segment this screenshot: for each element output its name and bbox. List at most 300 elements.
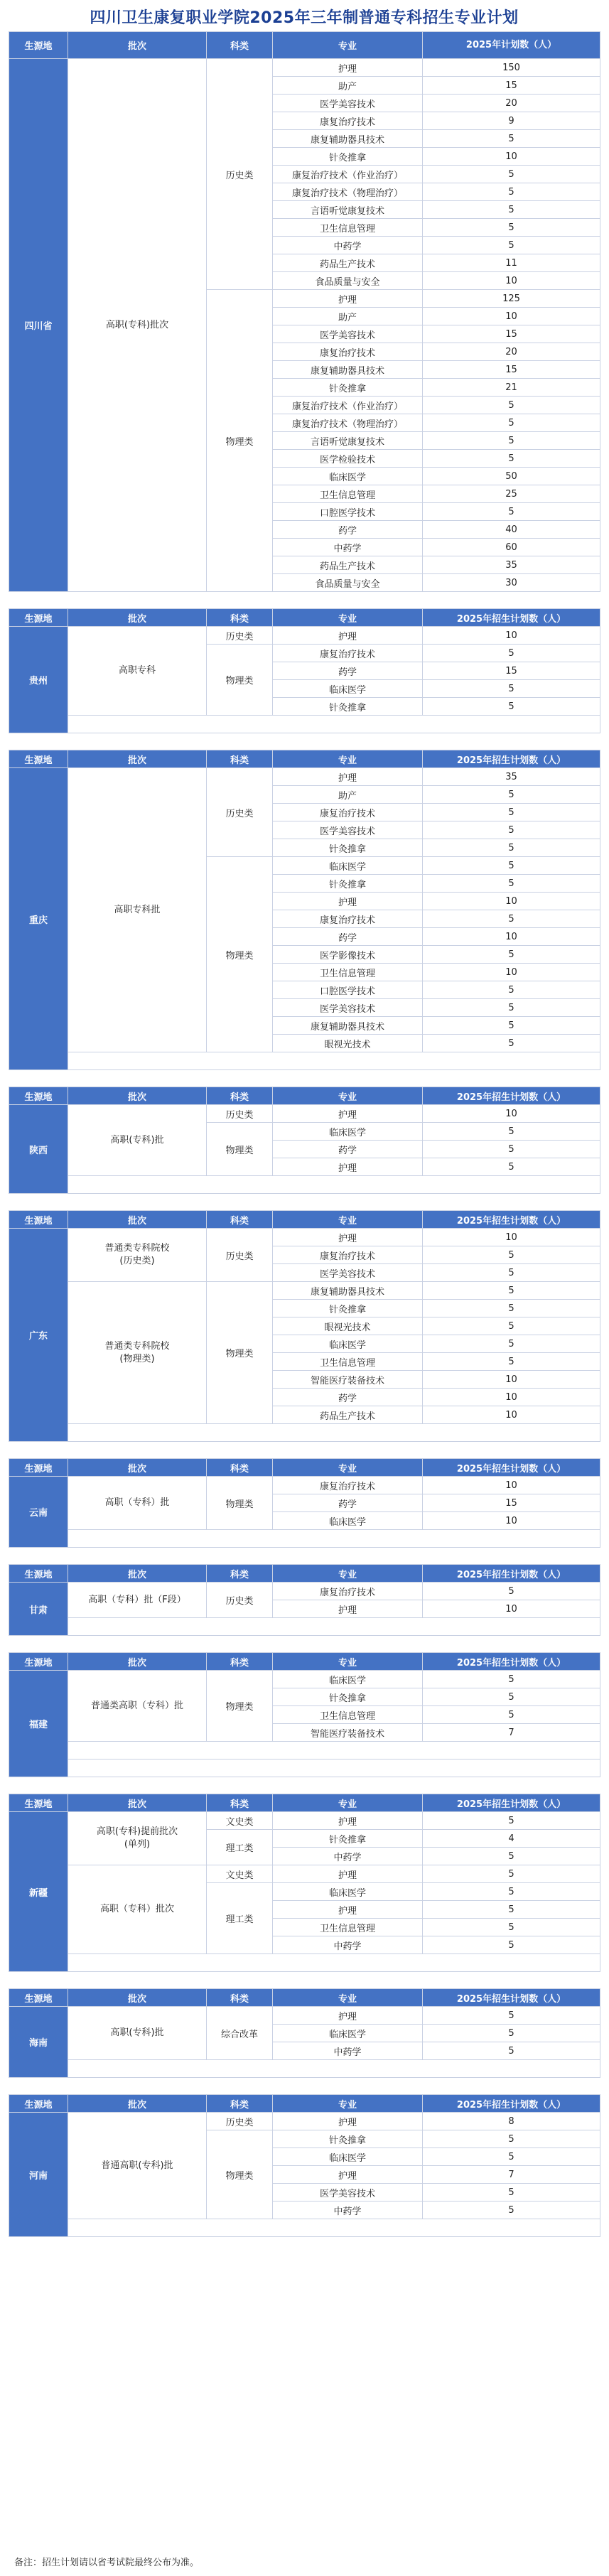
header-batch: 批次: [68, 1653, 207, 1671]
table-row: [9, 1671, 600, 1688]
plan-count-cell: 5: [423, 1919, 600, 1936]
plan-count-cell: 5: [423, 397, 600, 414]
category-cell: 物理类: [207, 1282, 273, 1424]
plan-count-cell: 60: [423, 539, 600, 556]
footnote: 备注：招生计划请以省考试院最终公布为准。: [14, 2558, 200, 2568]
header-plan: 2025年招生计划数（人）: [423, 2095, 600, 2113]
plan-count-cell: 5: [423, 1671, 600, 1688]
table-row: [9, 1282, 600, 1300]
plan-count-cell: 25: [423, 485, 600, 503]
category-cell: 综合改革: [207, 2007, 273, 2060]
plan-count-cell: 5: [423, 1035, 600, 1052]
header-row: [9, 2095, 600, 2113]
plan-count-cell: 15: [423, 361, 600, 379]
major-cell: 药学: [273, 521, 423, 539]
source-cell: 广东: [9, 1229, 68, 1442]
plan-count-cell: 20: [423, 95, 600, 112]
major-cell: 临床医学: [273, 1335, 423, 1353]
category-cell: 历史类: [207, 768, 273, 857]
category-cell: 文史类: [207, 1865, 273, 1883]
major-cell: 中药学: [273, 1848, 423, 1865]
header-batch: 批次: [68, 1459, 207, 1477]
major-cell: 智能医疗装备技术: [273, 1724, 423, 1742]
major-cell: 临床医学: [273, 468, 423, 485]
major-cell: 食品质量与安全: [273, 272, 423, 290]
major-cell: 医学美容技术: [273, 2184, 423, 2202]
batch-cell: 高职（专科）批: [68, 1477, 207, 1530]
source-cell: 陕西: [9, 1105, 68, 1194]
major-cell: 卫生信息管理: [273, 1353, 423, 1371]
major-cell: 护理: [273, 59, 423, 77]
major-cell: 口腔医学技术: [273, 981, 423, 999]
plan-count-cell: 125: [423, 290, 600, 308]
header-major: 专业: [273, 1653, 423, 1671]
header-row: [9, 32, 600, 59]
header-source: 生源地: [9, 2095, 68, 2113]
header-major: 专业: [273, 609, 423, 627]
blank-row: [9, 1618, 600, 1636]
major-cell: 针灸推拿: [273, 379, 423, 397]
header-plan: 2025年招生计划数（人）: [423, 609, 600, 627]
plan-count-cell: 5: [423, 1812, 600, 1830]
plan-count-cell: 5: [423, 839, 600, 857]
table-row: [9, 1865, 600, 1883]
category-cell: 物理类: [207, 290, 273, 592]
major-cell: 针灸推拿: [273, 2130, 423, 2148]
major-cell: 针灸推拿: [273, 1688, 423, 1706]
plan-count-cell: 5: [423, 946, 600, 964]
batch-cell: 普通类专科院校 (历史类): [68, 1229, 207, 1282]
header-row: [9, 609, 600, 627]
plan-count-cell: 10: [423, 1512, 600, 1530]
header-major: 专业: [273, 1211, 423, 1229]
plan-count-cell: 5: [423, 1017, 600, 1035]
blank-row: [9, 1052, 600, 1070]
major-cell: 康复治疗技术: [273, 1583, 423, 1600]
plan-count-cell: 4: [423, 1830, 600, 1848]
plan-count-cell: 5: [423, 2202, 600, 2219]
major-cell: 医学美容技术: [273, 999, 423, 1017]
header-category: 科类: [207, 609, 273, 627]
batch-cell: 普通高职(专科)批: [68, 2113, 207, 2219]
plan-count-cell: 10: [423, 1406, 600, 1424]
category-cell: 理工类: [207, 1883, 273, 1954]
plan-count-cell: 5: [423, 680, 600, 698]
category-cell: 物理类: [207, 1123, 273, 1176]
major-cell: 康复治疗技术: [273, 112, 423, 130]
major-cell: 康复治疗技术: [273, 910, 423, 928]
batch-cell: 高职(专科)批: [68, 1105, 207, 1176]
plan-count-cell: 5: [423, 698, 600, 716]
major-cell: 药品生产技术: [273, 254, 423, 272]
major-cell: 针灸推拿: [273, 1300, 423, 1317]
header-category: 科类: [207, 1989, 273, 2007]
major-cell: 中药学: [273, 1936, 423, 1954]
header-major: 专业: [273, 1989, 423, 2007]
source-cell: 新疆: [9, 1812, 68, 1972]
plan-count-cell: 10: [423, 148, 600, 166]
plan-count-cell: 5: [423, 2042, 600, 2060]
plan-count-cell: 10: [423, 272, 600, 290]
plan-count-cell: 35: [423, 556, 600, 574]
plan-count-cell: 5: [423, 183, 600, 201]
section-gap: [9, 1442, 600, 1459]
category-cell: 历史类: [207, 627, 273, 645]
major-cell: 医学影像技术: [273, 946, 423, 964]
section-gap: [9, 1636, 600, 1653]
plan-count-cell: 15: [423, 77, 600, 95]
plan-count-cell: 5: [423, 786, 600, 804]
header-row: [9, 1459, 600, 1477]
plan-count-cell: 5: [423, 450, 600, 468]
major-cell: 护理: [273, 2007, 423, 2025]
batch-cell: 高职(专科)批次: [68, 59, 207, 592]
category-cell: 历史类: [207, 1229, 273, 1282]
source-cell: 贵州: [9, 627, 68, 733]
header-batch: 批次: [68, 1211, 207, 1229]
major-cell: 护理: [273, 1865, 423, 1883]
plan-count-cell: 5: [423, 981, 600, 999]
plan-count-cell: 10: [423, 627, 600, 645]
major-cell: 护理: [273, 1105, 423, 1123]
blank-row: [9, 1759, 600, 1777]
major-cell: 临床医学: [273, 680, 423, 698]
major-cell: 康复治疗技术（物理治疗）: [273, 183, 423, 201]
major-cell: 针灸推拿: [273, 839, 423, 857]
major-cell: 中药学: [273, 2042, 423, 2060]
header-source: 生源地: [9, 1989, 68, 2007]
major-cell: 护理: [273, 627, 423, 645]
major-cell: 护理: [273, 2113, 423, 2130]
category-cell: 文史类: [207, 1812, 273, 1830]
blank-row: [9, 716, 600, 733]
blank-row: [9, 1954, 600, 1972]
plan-count-cell: 10: [423, 1105, 600, 1123]
batch-cell: 高职专科批: [68, 768, 207, 1052]
header-major: 专业: [273, 1087, 423, 1105]
plan-count-cell: 5: [423, 875, 600, 893]
plan-count-cell: 10: [423, 1229, 600, 1246]
header-batch: 批次: [68, 1087, 207, 1105]
plan-count-cell: 5: [423, 645, 600, 662]
plan-count-cell: 5: [423, 432, 600, 450]
plan-count-cell: 10: [423, 1371, 600, 1389]
category-cell: 物理类: [207, 1671, 273, 1742]
major-cell: 临床医学: [273, 1671, 423, 1688]
header-major: 专业: [273, 1459, 423, 1477]
major-cell: 护理: [273, 290, 423, 308]
plan-count-cell: 5: [423, 857, 600, 875]
header-major: 专业: [273, 2095, 423, 2113]
major-cell: 康复治疗技术（作业治疗）: [273, 397, 423, 414]
header-plan: 2025年计划数（人）: [423, 32, 600, 59]
enrollment-plan-table: [9, 31, 600, 2237]
blank-row: [9, 1530, 600, 1548]
major-cell: 助产: [273, 308, 423, 325]
header-source: 生源地: [9, 1459, 68, 1477]
header-category: 科类: [207, 1794, 273, 1812]
plan-count-cell: 10: [423, 1600, 600, 1618]
major-cell: 食品质量与安全: [273, 574, 423, 592]
major-cell: 临床医学: [273, 857, 423, 875]
page-title: 四川卫生康复职业学院2025年三年制普通专科招生专业计划: [90, 9, 519, 27]
major-cell: 针灸推拿: [273, 698, 423, 716]
header-plan: 2025年招生计划数（人）: [423, 1653, 600, 1671]
plan-count-cell: 5: [423, 1583, 600, 1600]
plan-count-cell: 5: [423, 1246, 600, 1264]
page-wrapper: [9, 6, 600, 2237]
header-plan: 2025年招生计划数（人）: [423, 1459, 600, 1477]
header-row: [9, 750, 600, 768]
header-batch: 批次: [68, 32, 207, 59]
category-cell: 历史类: [207, 1583, 273, 1618]
major-cell: 临床医学: [273, 2025, 423, 2042]
enrollment-plan-body: [9, 32, 600, 2237]
plan-count-cell: 10: [423, 1389, 600, 1406]
major-cell: 口腔医学技术: [273, 503, 423, 521]
batch-cell: 高职(专科)提前批次 (单列): [68, 1812, 207, 1865]
plan-count-cell: 5: [423, 999, 600, 1017]
plan-count-cell: 5: [423, 1300, 600, 1317]
plan-count-cell: 5: [423, 503, 600, 521]
plan-count-cell: 5: [423, 219, 600, 237]
major-cell: 康复辅助器具技术: [273, 1282, 423, 1300]
major-cell: 药学: [273, 1141, 423, 1158]
plan-count-cell: 5: [423, 201, 600, 219]
plan-count-cell: 35: [423, 768, 600, 786]
major-cell: 卫生信息管理: [273, 1919, 423, 1936]
major-cell: 护理: [273, 1229, 423, 1246]
section-gap: [9, 1548, 600, 1565]
plan-count-cell: 5: [423, 237, 600, 254]
table-row: [9, 1812, 600, 1830]
header-batch: 批次: [68, 750, 207, 768]
header-category: 科类: [207, 1087, 273, 1105]
plan-count-cell: 10: [423, 308, 600, 325]
table-row: [9, 1229, 600, 1246]
header-plan: 2025年招生计划数（人）: [423, 1989, 600, 2007]
major-cell: 卫生信息管理: [273, 219, 423, 237]
major-cell: 康复辅助器具技术: [273, 130, 423, 148]
major-cell: 临床医学: [273, 1512, 423, 1530]
source-cell: 甘肃: [9, 1583, 68, 1636]
major-cell: 康复治疗技术: [273, 804, 423, 821]
header-batch: 批次: [68, 609, 207, 627]
major-cell: 康复治疗技术: [273, 343, 423, 361]
plan-count-cell: 5: [423, 1848, 600, 1865]
category-cell: 历史类: [207, 59, 273, 290]
header-source: 生源地: [9, 1565, 68, 1583]
major-cell: 护理: [273, 893, 423, 910]
plan-count-cell: 5: [423, 910, 600, 928]
plan-count-cell: 10: [423, 964, 600, 981]
plan-count-cell: 40: [423, 521, 600, 539]
major-cell: 卫生信息管理: [273, 964, 423, 981]
major-cell: 言语听觉康复技术: [273, 432, 423, 450]
plan-count-cell: 5: [423, 1158, 600, 1176]
header-source: 生源地: [9, 1211, 68, 1229]
plan-count-cell: 5: [423, 1123, 600, 1141]
category-cell: 理工类: [207, 1830, 273, 1865]
major-cell: 眼视光技术: [273, 1035, 423, 1052]
major-cell: 临床医学: [273, 1883, 423, 1901]
major-cell: 临床医学: [273, 1123, 423, 1141]
batch-cell: 普通类专科院校 (物理类): [68, 1282, 207, 1424]
blank-row: [9, 2219, 600, 2237]
header-source: 生源地: [9, 1794, 68, 1812]
major-cell: 康复治疗技术: [273, 645, 423, 662]
table-row: [9, 59, 600, 77]
section-gap: [9, 2078, 600, 2095]
plan-count-cell: 10: [423, 928, 600, 946]
header-plan: 2025年招生计划数（人）: [423, 1565, 600, 1583]
category-cell: 历史类: [207, 2113, 273, 2130]
major-cell: 临床医学: [273, 2148, 423, 2166]
header-row: [9, 1989, 600, 2007]
plan-count-cell: 10: [423, 893, 600, 910]
major-cell: 医学检验技术: [273, 450, 423, 468]
major-cell: 医学美容技术: [273, 325, 423, 343]
major-cell: 智能医疗装备技术: [273, 1371, 423, 1389]
major-cell: 眼视光技术: [273, 1317, 423, 1335]
header-major: 专业: [273, 1565, 423, 1583]
plan-count-cell: 5: [423, 1936, 600, 1954]
major-cell: 药学: [273, 1494, 423, 1512]
plan-count-cell: 5: [423, 821, 600, 839]
plan-count-cell: 5: [423, 130, 600, 148]
major-cell: 药品生产技术: [273, 1406, 423, 1424]
plan-count-cell: 30: [423, 574, 600, 592]
major-cell: 康复辅助器具技术: [273, 1017, 423, 1035]
plan-count-cell: 11: [423, 254, 600, 272]
source-cell: 福建: [9, 1671, 68, 1777]
category-cell: 历史类: [207, 1105, 273, 1123]
header-source: 生源地: [9, 32, 68, 59]
plan-count-cell: 10: [423, 1477, 600, 1494]
plan-count-cell: 15: [423, 325, 600, 343]
major-cell: 卫生信息管理: [273, 485, 423, 503]
section-gap: [9, 1777, 600, 1794]
table-row: [9, 1105, 600, 1123]
major-cell: 医学美容技术: [273, 1264, 423, 1282]
plan-count-cell: 5: [423, 1141, 600, 1158]
header-batch: 批次: [68, 1794, 207, 1812]
table-row: [9, 2007, 600, 2025]
major-cell: 护理: [273, 768, 423, 786]
table-row: [9, 2113, 600, 2130]
header-plan: 2025年招生计划数（人）: [423, 1211, 600, 1229]
major-cell: 护理: [273, 2166, 423, 2184]
plan-count-cell: 7: [423, 2166, 600, 2184]
header-row: [9, 1794, 600, 1812]
header-plan: 2025年招生计划数（人）: [423, 1087, 600, 1105]
major-cell: 护理: [273, 1158, 423, 1176]
header-source: 生源地: [9, 1653, 68, 1671]
blank-row: [9, 1176, 600, 1194]
header-category: 科类: [207, 1565, 273, 1583]
header-major: 专业: [273, 32, 423, 59]
plan-count-cell: 5: [423, 1264, 600, 1282]
header-source: 生源地: [9, 750, 68, 768]
plan-count-cell: 21: [423, 379, 600, 397]
plan-count-cell: 5: [423, 1901, 600, 1919]
blank-row: [9, 2060, 600, 2078]
plan-count-cell: 5: [423, 2184, 600, 2202]
plan-count-cell: 5: [423, 1706, 600, 1724]
plan-count-cell: 5: [423, 1353, 600, 1371]
header-plan: 2025年招生计划数（人）: [423, 750, 600, 768]
category-cell: 物理类: [207, 1477, 273, 1530]
plan-count-cell: 5: [423, 2148, 600, 2166]
table-row: [9, 1477, 600, 1494]
plan-count-cell: 15: [423, 1494, 600, 1512]
header-category: 科类: [207, 1211, 273, 1229]
blank-row: [9, 1742, 600, 1759]
section-gap: [9, 1194, 600, 1211]
major-cell: 针灸推拿: [273, 1830, 423, 1848]
batch-cell: 高职（专科）批次: [68, 1865, 207, 1954]
batch-cell: 高职专科: [68, 627, 207, 716]
header-row: [9, 1211, 600, 1229]
major-cell: 护理: [273, 1600, 423, 1618]
plan-count-cell: 5: [423, 166, 600, 183]
source-cell: 河南: [9, 2113, 68, 2237]
plan-count-cell: 5: [423, 804, 600, 821]
category-cell: 物理类: [207, 857, 273, 1052]
header-batch: 批次: [68, 1565, 207, 1583]
plan-count-cell: 9: [423, 112, 600, 130]
major-cell: 药学: [273, 662, 423, 680]
major-cell: 医学美容技术: [273, 821, 423, 839]
major-cell: 康复辅助器具技术: [273, 361, 423, 379]
section-gap: [9, 733, 600, 750]
header-category: 科类: [207, 2095, 273, 2113]
major-cell: 助产: [273, 77, 423, 95]
plan-count-cell: 150: [423, 59, 600, 77]
plan-count-cell: 5: [423, 1317, 600, 1335]
category-cell: 物理类: [207, 2130, 273, 2219]
blank-row: [9, 1424, 600, 1442]
plan-count-cell: 5: [423, 1865, 600, 1883]
batch-cell: 普通类高职（专科）批: [68, 1671, 207, 1742]
plan-count-cell: 5: [423, 2007, 600, 2025]
major-cell: 针灸推拿: [273, 148, 423, 166]
major-cell: 中药学: [273, 2202, 423, 2219]
plan-count-cell: 5: [423, 2025, 600, 2042]
major-cell: 针灸推拿: [273, 875, 423, 893]
plan-count-cell: 5: [423, 414, 600, 432]
plan-count-cell: 5: [423, 2130, 600, 2148]
plan-count-cell: 5: [423, 1335, 600, 1353]
major-cell: 护理: [273, 1901, 423, 1919]
major-cell: 中药学: [273, 237, 423, 254]
header-batch: 批次: [68, 1989, 207, 2007]
header-plan: 2025年招生计划数（人）: [423, 1794, 600, 1812]
major-cell: 中药学: [273, 539, 423, 556]
batch-cell: 高职（专科）批（F段）: [68, 1583, 207, 1618]
plan-count-cell: 8: [423, 2113, 600, 2130]
header-batch: 批次: [68, 2095, 207, 2113]
header-category: 科类: [207, 750, 273, 768]
batch-cell: 高职(专科)批: [68, 2007, 207, 2060]
plan-count-cell: 15: [423, 662, 600, 680]
header-category: 科类: [207, 1459, 273, 1477]
table-row: [9, 768, 600, 786]
header-row: [9, 1087, 600, 1105]
plan-count-cell: 5: [423, 1282, 600, 1300]
plan-count-cell: 50: [423, 468, 600, 485]
source-cell: 海南: [9, 2007, 68, 2078]
